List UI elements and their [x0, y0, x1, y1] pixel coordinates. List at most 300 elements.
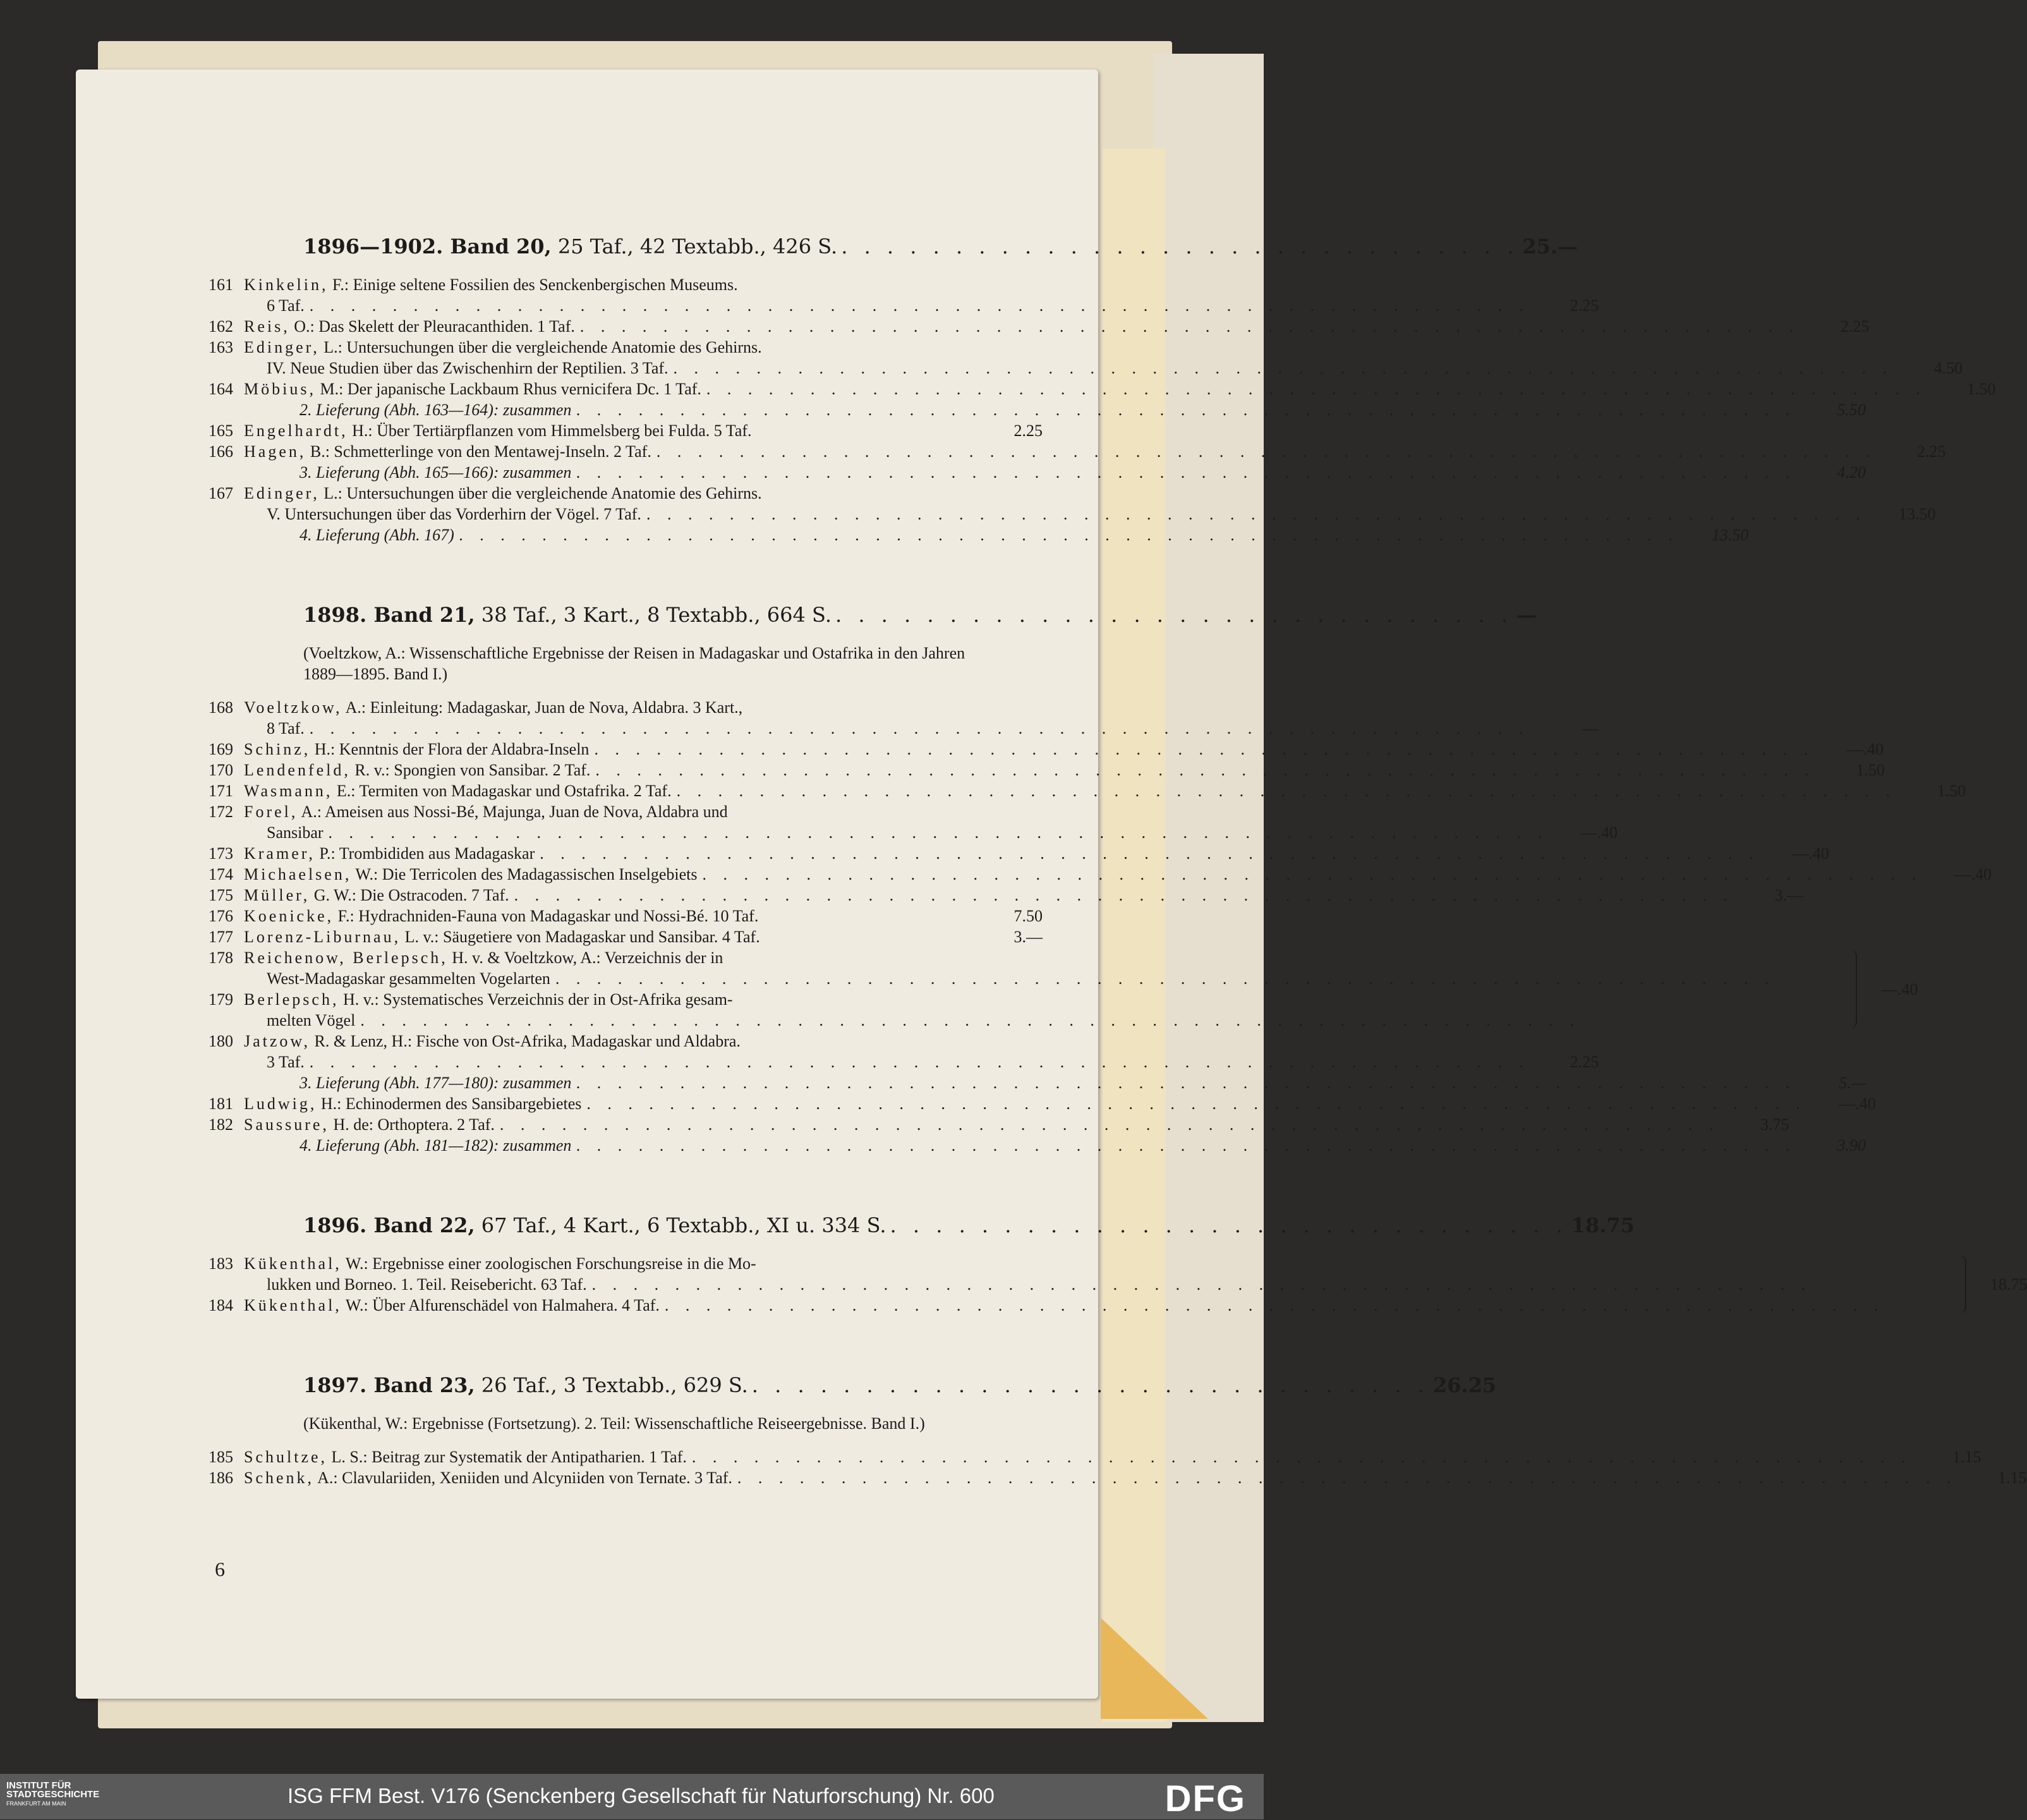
- volume-details: 25 Taf., 42 Textabb., 426 S.: [551, 234, 838, 258]
- entry-line: [244, 989, 1844, 1010]
- entry-price: 3.—: [1774, 886, 1804, 904]
- dot-leader: . . . . . . . . . . . . . . . . . . . . . . . . . . . . . . . . . . . . . . . . . . . . . . . . . . . . . . . . . . .: [540, 844, 1760, 863]
- entry-description: A.: Clavulariiden, Xeniiden und Alcyniiden von Ternate. 3 Taf.: [314, 1469, 732, 1487]
- entry-price: 5.50: [1837, 401, 1866, 419]
- author-name: Michaelsen,: [244, 865, 352, 883]
- entry-number: [209, 1072, 244, 1093]
- entry-number: 175: [209, 886, 233, 904]
- volume-title: [303, 1213, 886, 1238]
- entry-number: 179: [209, 990, 233, 1009]
- entry-body: [244, 780, 1966, 801]
- catalog-entry: [209, 316, 1870, 337]
- catalog-entry: [209, 926, 1043, 947]
- group-entry-list: [209, 947, 1844, 1031]
- entry-description: 3. Lieferung (Abh. 177—180): zusammen: [300, 1074, 572, 1092]
- volume-details: 67 Taf., 4 Kart., 6 Textabb., XI u. 334 S.: [475, 1213, 886, 1237]
- dot-leader: . . . . . . . . . . . . . . . . . . . . . . . . . . . . . . . . . . . . . . . . . . . . . . . . . . . . . . . . . . .: [309, 1053, 1530, 1071]
- author-name: Reichenow, Berlepsch,: [244, 949, 448, 967]
- dot-leader: . . . . . . . . . . . . . . . . . . . . . . . . . . . . . . . . . . . . . . . . . . . . . . . . . . . . . . . . . . .: [591, 1275, 1812, 1294]
- catalog-entry: [209, 947, 1844, 989]
- entry-text: [300, 462, 571, 483]
- entry-text: [244, 1295, 660, 1316]
- dot-leader: . . . . . . . . . . . . . . . . . . . . . . . . . . . . . . . . . . . . . . . . . . . . . . . . . . . . . . . . . . .: [646, 505, 1867, 523]
- entry-text: [267, 504, 641, 525]
- grouped-entries: [209, 1253, 2027, 1316]
- group-entry-list: [209, 1253, 1954, 1316]
- entry-line: [244, 1031, 1599, 1052]
- author-name: Jatzow,: [244, 1032, 311, 1050]
- entry-line: [244, 947, 1844, 968]
- entry-description: R. & Lenz, H.: Fische von Ost-Afrika, Madagaskar und Aldabra.: [310, 1032, 741, 1050]
- catalog-entry: [209, 337, 1963, 379]
- entry-line: [244, 274, 1599, 295]
- author-name: Saussure,: [244, 1115, 329, 1134]
- institute-name-2: STADTGESCHICHTE: [6, 1789, 100, 1800]
- entry-line: [244, 399, 1866, 420]
- entry-body: [244, 441, 1945, 462]
- entry-line: [244, 697, 1599, 718]
- dot-leader: . . . . . . . . . . . . . . . . . . . . . . . . . . . . . . . . . . . . . . . . . . . . . . . . . . . . . . . . . . .: [586, 1095, 1806, 1113]
- entry-description: IV. Neue Studien über das Zwischenhirn der Reptilien. 3 Taf.: [267, 359, 669, 377]
- entry-description: L.: Untersuchungen über die vergleichende Anatomie des Gehirns.: [319, 338, 762, 356]
- dot-leader: . . . . . . . . . . . . . . . . . . . . . . . . . . . . . . . . . . . . . . . . . . . . . . . . . . . . . . . . . . .: [576, 1074, 1796, 1092]
- dot-leader: . . . . . . . . . . . . . . . . . . . . . . . . . . . . . . . . . . . . . . . . . . . . . . . . . . . . . . . . . . .: [576, 1136, 1796, 1155]
- entry-number: 181: [209, 1095, 233, 1113]
- entry-text: [244, 947, 723, 968]
- entry-number: [209, 525, 244, 545]
- entry-price: 7.50: [1014, 907, 1043, 925]
- entry-number: 180: [209, 1032, 233, 1050]
- dot-leader: . . . . . . . . . . . . . . . . . . . . . . . . . . . . . . . . . . . . . . . . . . . . . . . . . . . . . . . . . . .: [656, 442, 1877, 461]
- entry-line: [244, 1052, 1599, 1072]
- entry-text: [267, 968, 550, 989]
- institute-name-1: INSTITUT FÜR: [6, 1780, 71, 1791]
- entry-price: —.40: [1580, 823, 1618, 842]
- entry-description: 8 Taf.: [267, 719, 305, 737]
- volume-price: 25.—: [1522, 234, 1578, 258]
- dot-leader: . . . . . . . . . . . . . . . . . . . . . . . . . . . . . .: [751, 1373, 1429, 1397]
- entry-text: [244, 926, 760, 947]
- entry-description: H. de: Orthoptera. 2 Taf.: [329, 1115, 495, 1134]
- entry-text: [244, 1447, 687, 1467]
- entry-text: [244, 1031, 741, 1052]
- entry-line: [244, 760, 1885, 780]
- entry-description: lukken und Borneo. 1. Teil. Reisebericht. 63 Taf.: [267, 1275, 587, 1294]
- dot-leader: . . . . . . . . . . . . . . . . . . . . . . . . . . . . . . . . . . . . . . . . . . . . . . . . . . . . . . . . . . .: [706, 380, 1927, 398]
- dot-leader: . . . . . . . . . . . . . . . . . . . . . . . . . . . . . . . . . . . . . . . . . . . . . . . . . . . . . . . . . . .: [499, 1115, 1720, 1134]
- entry-line: [244, 1072, 1866, 1093]
- entry-price: 3.75: [1760, 1115, 1789, 1134]
- entry-body: [244, 906, 1043, 926]
- entry-price: 2.25: [1570, 1053, 1599, 1071]
- entry-line: [244, 718, 1599, 739]
- entry-price: —.40: [1792, 844, 1829, 863]
- entry-price: 2.25: [1014, 422, 1043, 440]
- entry-line: [244, 801, 1618, 822]
- entry-text: [300, 1072, 571, 1093]
- entry-text: [300, 399, 571, 420]
- entry-body: [244, 525, 1748, 545]
- entry-body: [244, 760, 1885, 780]
- entry-body: [244, 1447, 1981, 1467]
- entry-line: [244, 379, 1995, 399]
- entry-line: [244, 864, 1992, 885]
- volume-heading: [303, 1213, 1635, 1238]
- catalog-entry: [209, 1253, 1954, 1295]
- volume-label: 1897. Band 23,: [303, 1373, 475, 1397]
- lieferung-total: [209, 525, 1749, 545]
- entry-number: [209, 462, 244, 483]
- author-name: Wasmann,: [244, 782, 333, 800]
- volume-section: [209, 1373, 2027, 1488]
- entry-description: O.: Das Skelett der Pleuracanthiden. 1 Taf.: [289, 317, 575, 336]
- catalog-content: [209, 234, 2027, 1545]
- entry-price: 13.50: [1898, 505, 1936, 523]
- entry-text: [244, 316, 575, 337]
- entry-line: [244, 1274, 1954, 1295]
- author-name: Voeltzkow,: [244, 698, 342, 717]
- entry-description: H. v. & Voeltzkow, A.: Verzeichnis der in: [447, 949, 723, 967]
- entry-body: [244, 947, 1844, 989]
- entry-description: Sansibar: [267, 823, 324, 842]
- entry-line: [244, 1447, 1981, 1467]
- dot-leader: . . . . . . . . . . . . . . . . . . . . . . . . . . . . . . . . . . . . . . . . . . . . . . . . . . . . . . . . . . .: [555, 969, 1776, 988]
- author-name: Schultze,: [244, 1448, 328, 1466]
- volume-title: [303, 602, 832, 628]
- dot-leader: . . . . . . . . . . . . . . . . . . . . . . . . . . . . . . . . . . . . . . . . . . . . . . . . . . . . . . . . . . .: [514, 886, 1734, 904]
- entry-description: H.: Über Tertiärpflanzen vom Himmelsberg bei Fulda. 5 Taf.: [348, 422, 752, 440]
- author-name: Kramer,: [244, 844, 315, 863]
- entry-number: 168: [209, 698, 233, 717]
- entry-line: [244, 1114, 1789, 1135]
- author-name: Engelhardt,: [244, 422, 348, 440]
- entry-line: [244, 316, 1869, 337]
- entry-line: [244, 1253, 1954, 1274]
- entry-body: [244, 1093, 1876, 1114]
- entry-number: 177: [209, 928, 233, 946]
- author-name: Kinkelin,: [244, 276, 329, 294]
- entry-line: [244, 504, 1935, 525]
- entry-line: [244, 739, 1884, 760]
- entry-line: [244, 968, 1844, 989]
- catalog-entry: [209, 483, 1936, 525]
- entry-number: 176: [209, 907, 233, 925]
- entry-number: [209, 1135, 244, 1156]
- entry-price: 4.20: [1837, 463, 1866, 482]
- catalog-entry: [209, 1467, 2027, 1488]
- catalog-entry: [209, 1295, 1954, 1316]
- entry-price: 2.25: [1916, 442, 1946, 461]
- group-bracket: [1956, 1256, 1966, 1313]
- entry-number: 163: [209, 338, 233, 356]
- entry-line: [244, 906, 1043, 926]
- entry-body: [244, 739, 1884, 760]
- entry-body: [244, 379, 1995, 399]
- dot-leader: . . . . . . . . . . . . . . . . . . . . . . . . . . . . . . . . . . . . . . . . . . . . . . . . . . . . . . . . . . .: [594, 740, 1814, 758]
- catalog-entry: [209, 760, 1885, 780]
- entry-description: L. S.: Beitrag zur Systematik der Antipatharien. 1 Taf.: [327, 1448, 687, 1466]
- entry-body: [244, 316, 1869, 337]
- entry-body: [244, 1253, 1954, 1295]
- volume-label: 1896. Band 22,: [303, 1213, 475, 1237]
- entry-description: F.: Hydrachniden-Fauna von Madagaskar und Nossi-Bé. 10 Taf.: [334, 907, 759, 925]
- dot-leader: . . . . . . . . . . . . . . . . . . . . . . . . . . . . . . . . . . . . . . . . . . . . . . . . . . . . . . . . . . .: [459, 526, 1679, 544]
- entry-text: [244, 420, 752, 441]
- author-name: Koenicke,: [244, 907, 334, 925]
- entry-description: E.: Termiten von Madagaskar und Ostafrika. 2 Taf.: [332, 782, 672, 800]
- entry-line: [244, 885, 1803, 906]
- entry-number: [209, 399, 244, 420]
- entry-body: [244, 1114, 1789, 1135]
- entry-line: [244, 295, 1599, 316]
- entry-number: 182: [209, 1115, 233, 1134]
- entry-text: [244, 760, 590, 780]
- entry-line: [244, 420, 1043, 441]
- dot-leader: . . . . . . . . . . . . . . . . . . . . . . . . . . . . . . . . . . . . . . . . . . . . . . . . . . . . . . . . . . .: [676, 782, 1897, 800]
- entry-price: 1.15: [1997, 1469, 2027, 1487]
- catalog-entry: [209, 906, 1043, 926]
- dot-leader: . . . . . . . . . . . . . . . . . . . . . . . . . . . . . . . . . . . . . . . . . . . . . . . . . . . . . . . . . . .: [664, 1296, 1885, 1314]
- volume-note: (Voeltzkow, A.: Wissenschaftliche Ergebnisse der Reisen in Madagaskar und Ostafrika in den Jahren 1889—1895. Band I.): [303, 644, 965, 683]
- entry-text: [244, 441, 651, 462]
- entry-body: [244, 274, 1599, 316]
- entry-text: [244, 483, 762, 504]
- entry-price: 1.15: [1952, 1448, 1982, 1466]
- entry-description: 4. Lieferung (Abh. 181—182): zusammen: [300, 1136, 572, 1155]
- author-name: Forel,: [244, 803, 298, 821]
- entry-text: [244, 1253, 756, 1274]
- entry-text: [244, 885, 509, 906]
- entry-line: [244, 358, 1963, 379]
- entry-text: [244, 1093, 581, 1114]
- entry-description: L. v.: Säugetiere von Madagaskar und Sansibar. 4 Taf.: [401, 928, 760, 946]
- entry-price: —.40: [1954, 865, 1992, 883]
- entry-text: [267, 1274, 587, 1295]
- entry-text: [244, 739, 589, 760]
- catalog-entry: [209, 739, 1884, 760]
- entry-price: 1.50: [1856, 761, 1885, 779]
- entry-body: [244, 843, 1829, 864]
- dot-leader: . . . . . . . . . . . . . . . . . . . . . . . . . . . . . . . . . . . . . . . . . . . . . . . . . . . . . . . . . . .: [328, 823, 1549, 842]
- volume-details: 38 Taf., 3 Kart., 8 Textabb., 664 S.: [475, 603, 832, 627]
- page-number: 6: [215, 1558, 225, 1580]
- group-price: 18.75: [1990, 1275, 2027, 1294]
- entry-line: [244, 441, 1945, 462]
- catalog-entry: [209, 441, 1946, 462]
- entry-body: [244, 462, 1866, 483]
- entry-line: [244, 462, 1866, 483]
- entry-number: 178: [209, 949, 233, 967]
- entry-body: [244, 1295, 1954, 1316]
- volume-section: [209, 1213, 2027, 1316]
- entry-text: [244, 843, 535, 864]
- entry-description: R. v.: Spongien von Sansibar. 2 Taf.: [350, 761, 591, 779]
- author-name: Lorenz-Liburnau,: [244, 928, 401, 946]
- entry-line: [244, 843, 1829, 864]
- entry-number: 185: [209, 1448, 233, 1466]
- author-name: Schinz,: [244, 740, 311, 758]
- entry-description: W.: Über Alfurenschädel von Halmahera. 4 Taf.: [341, 1296, 660, 1314]
- entry-number: 166: [209, 442, 233, 461]
- archive-caption: ISG FFM Best. V176 (Senckenberg Gesellschaft für Naturforschung) Nr. 600: [287, 1784, 995, 1807]
- entry-text: [244, 780, 672, 801]
- entry-description: 2. Lieferung (Abh. 163—164): zusammen: [300, 401, 572, 419]
- entry-number: 173: [209, 844, 233, 863]
- entry-description: W.: Die Terricolen des Madagassischen Inselgebiets: [351, 865, 698, 883]
- entry-text: [244, 906, 758, 926]
- entry-price: 13.50: [1711, 526, 1749, 544]
- catalog-entry: [209, 864, 1992, 885]
- lieferung-total: [209, 462, 1866, 483]
- dot-leader: . . . . . . . . . . . . . . . . . . . . . . . . . . . . . . . . . . . . . . . . . . . . . . . . . . . . . . . . . . .: [595, 761, 1815, 779]
- entry-body: [244, 420, 1043, 441]
- volume-price: —: [1516, 603, 1537, 627]
- entry-body: [244, 1467, 2026, 1488]
- entry-text: [244, 864, 698, 885]
- volume-note: (Kükenthal, W.: Ergebnisse (Fortsetzung). 2. Teil: Wissenschaftliche Reiseergebnisse. Band I.): [303, 1414, 925, 1433]
- entry-description: H.: Echinodermen des Sansibargebietes: [317, 1095, 582, 1113]
- entry-text: [244, 274, 738, 295]
- catalog-entry: [209, 697, 1599, 739]
- author-name: Lendenfeld,: [244, 761, 351, 779]
- folded-corner: [1101, 1618, 1208, 1719]
- catalog-entry: [209, 1093, 1876, 1114]
- catalog-entry: [209, 379, 1996, 399]
- entry-price: —: [1582, 719, 1599, 737]
- entry-text: [244, 337, 762, 358]
- author-name: Kükenthal,: [244, 1296, 342, 1314]
- author-name: Berlepsch,: [244, 990, 339, 1009]
- dot-leader: . . . . . . . . . . . . . . . . . . . . . . . . . . . . . . . . . . . . . . . . . . . . . . . . . . . . . . . . . . .: [576, 401, 1796, 419]
- entry-description: M.: Der japanische Lackbaum Rhus vernicifera Dc. 1 Taf.: [315, 380, 701, 398]
- entry-text: [267, 358, 669, 379]
- entry-body: [244, 926, 1043, 947]
- institute-logo: [6, 1781, 99, 1808]
- entry-number: 171: [209, 782, 233, 800]
- entry-number: 184: [209, 1296, 233, 1314]
- entry-description: 3 Taf.: [267, 1053, 305, 1071]
- entry-text: [244, 1467, 732, 1488]
- entry-text: [244, 1114, 495, 1135]
- entry-line: [244, 337, 1963, 358]
- author-name: Möbius,: [244, 380, 316, 398]
- entry-text: [300, 1135, 571, 1156]
- entry-description: V. Untersuchungen über das Vorderhirn der Vögel. 7 Taf.: [267, 505, 641, 523]
- dot-leader: . . . . . . . . . . . . . . . . . . . . . . . . . . . . . . . . . . . . . . . . . . . . . . . . . . . . . . . . . . .: [579, 317, 1800, 336]
- volume-label: 1898. Band 21,: [303, 603, 475, 627]
- entry-number: 183: [209, 1254, 233, 1273]
- catalog-entry: [209, 274, 1599, 316]
- entry-number: 170: [209, 761, 233, 779]
- dot-leader: . . . . . . . . . . . . . . . . . . . . . . . . . . . . . . . . . . . . . . . . . . . . . . . . . . . . . . . . . . .: [576, 463, 1796, 482]
- volume-title: [303, 1373, 748, 1398]
- institute-city: FRANKFURT AM MAIN: [6, 1800, 66, 1807]
- author-name: Edinger,: [244, 338, 320, 356]
- author-name: Schenk,: [244, 1469, 315, 1487]
- volume-section: [209, 234, 1996, 545]
- entry-description: A.: Ameisen aus Nossi-Bé, Majunga, Juan de Nova, Aldabra und: [298, 803, 728, 821]
- catalog-entry: [209, 801, 1618, 843]
- entry-text: [267, 822, 324, 843]
- dot-leader: . . . . . . . . . . . . . . . . . . . . . . . . . . . . . .: [835, 603, 1513, 627]
- entry-price: 1.50: [1937, 782, 1966, 800]
- entry-line: [244, 1467, 2026, 1488]
- entry-line: [244, 525, 1748, 545]
- entry-text: [244, 697, 742, 718]
- entry-number: 161: [209, 276, 233, 294]
- entry-line: [244, 1135, 1866, 1156]
- entry-number: 167: [209, 484, 233, 502]
- entry-price: 5.—: [1839, 1074, 1866, 1092]
- author-name: Edinger,: [244, 484, 320, 502]
- volume-heading: [303, 234, 1578, 259]
- entry-body: [244, 864, 1992, 885]
- entry-description: W.: Ergebnisse einer zoologischen Forschungsreise in die Mo-: [341, 1254, 756, 1273]
- entry-line: [244, 780, 1966, 801]
- entry-number: 172: [209, 803, 233, 821]
- entry-text: [244, 989, 733, 1010]
- entry-text: [244, 379, 701, 399]
- entry-body: [244, 1031, 1599, 1072]
- entry-description: H.: Kenntnis der Flora der Aldabra-Inseln: [310, 740, 590, 758]
- entry-text: [244, 801, 728, 822]
- entry-text: [267, 1010, 355, 1031]
- entry-number: 162: [209, 317, 233, 336]
- entry-body: [244, 697, 1599, 739]
- entry-body: [244, 885, 1803, 906]
- entry-text: [300, 525, 454, 545]
- dot-leader: . . . . . . . . . . . . . . . . . . . . . . . . . . . . . . . . . . . . . . . . . . . . . . . . . . . . . . . . . . .: [702, 865, 1923, 883]
- entry-price: 2.25: [1570, 296, 1599, 315]
- catalog-entry: [209, 1114, 1789, 1135]
- entry-description: A.: Einleitung: Madagaskar, Juan de Nova, Aldabra. 3 Kart.,: [342, 698, 743, 717]
- catalog-entry: [209, 1447, 1982, 1467]
- entry-line: [244, 1295, 1954, 1316]
- catalog-entry: [209, 420, 1043, 441]
- author-name: Reis,: [244, 317, 290, 336]
- catalog-entry: [209, 989, 1844, 1031]
- volume-heading: [303, 1373, 1497, 1398]
- author-name: Hagen,: [244, 442, 306, 461]
- entry-description: 6 Taf.: [267, 296, 305, 315]
- entry-body: [244, 337, 1963, 379]
- entry-body: [244, 989, 1844, 1031]
- entry-price: —.40: [1846, 740, 1884, 758]
- author-name: Müller,: [244, 886, 310, 904]
- catalog-entry: [209, 780, 1966, 801]
- entry-description: P.: Trombididen aus Madagaskar: [315, 844, 535, 863]
- dot-leader: . . . . . . . . . . . . . . . . . . . . . . . . . . . . . . . . . . . . . . . . . . . . . . . . . . . . . . . . . . .: [673, 359, 1894, 377]
- group-price: —.40: [1880, 980, 1918, 998]
- author-name: Ludwig,: [244, 1095, 317, 1113]
- entry-description: 4. Lieferung (Abh. 167): [300, 526, 454, 544]
- lieferung-total: [209, 1135, 1866, 1156]
- entry-description: West-Madagaskar gesammelten Vogelarten: [267, 969, 550, 988]
- dot-leader: . . . . . . . . . . . . . . . . . . . . . . . . . . . . . .: [841, 234, 1519, 258]
- entry-line: [244, 1093, 1876, 1114]
- grouped-entries: [209, 947, 1918, 1031]
- lieferung-total: [209, 399, 1866, 420]
- entry-text: [267, 718, 305, 739]
- entry-number: 164: [209, 380, 233, 398]
- volume-label: 1896—1902. Band 20,: [303, 234, 552, 258]
- entry-description: F.: Einige seltene Fossilien des Senckenbergischen Museums.: [328, 276, 738, 294]
- entry-price: 4.50: [1933, 359, 1963, 377]
- archive-footer: [0, 1774, 1264, 1819]
- entry-line: [244, 926, 1043, 947]
- entry-body: [244, 1135, 1866, 1156]
- volume-title: [303, 234, 837, 259]
